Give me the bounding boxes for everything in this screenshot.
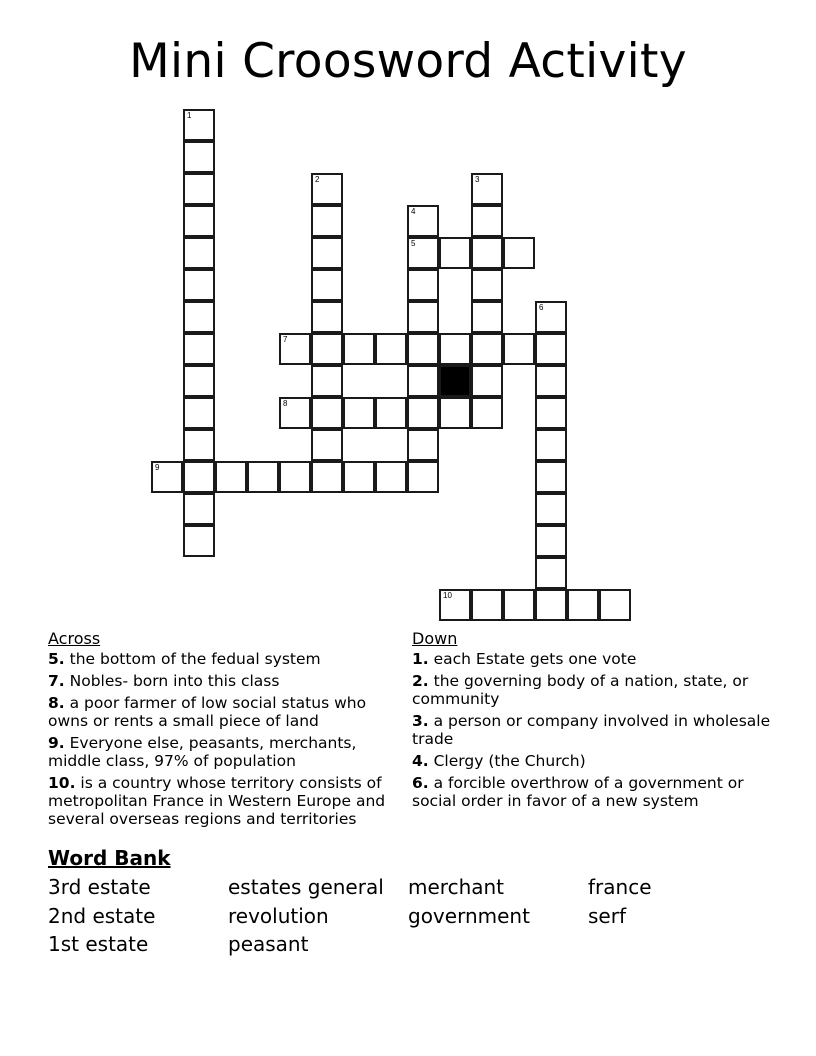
grid-cell[interactable]: [535, 557, 567, 589]
clue-text: the governing body of a nation, state, or community: [412, 672, 749, 708]
grid-cell[interactable]: [311, 269, 343, 301]
black-cell: [439, 365, 471, 397]
grid-cell[interactable]: [183, 237, 215, 269]
grid-cell[interactable]: [343, 461, 375, 493]
grid-cell[interactable]: [407, 301, 439, 333]
across-clue-7: [48, 672, 408, 690]
across-clue-10: [48, 774, 408, 828]
grid-cell[interactable]: [183, 205, 215, 237]
grid-cell[interactable]: [407, 237, 439, 269]
grid-cell[interactable]: [247, 461, 279, 493]
word-bank-item: government: [408, 904, 530, 928]
grid-cell[interactable]: [311, 173, 343, 205]
grid-cell[interactable]: [311, 397, 343, 429]
clue-number: 5.: [48, 650, 65, 668]
word-bank-item: 3rd estate: [48, 875, 151, 899]
grid-cell[interactable]: [375, 397, 407, 429]
grid-cell[interactable]: [343, 397, 375, 429]
clue-number: 2.: [412, 672, 429, 690]
clue-number: 9.: [48, 734, 65, 752]
clue-text: Nobles- born into this class: [64, 672, 280, 690]
clue-number: 7.: [48, 672, 65, 690]
clue-text: the bottom of the fedual system: [64, 650, 321, 668]
grid-cell[interactable]: [535, 493, 567, 525]
grid-cell[interactable]: [503, 237, 535, 269]
grid-cell[interactable]: [407, 429, 439, 461]
grid-cell[interactable]: [311, 365, 343, 397]
down-clue-6: [412, 774, 772, 810]
grid-cell[interactable]: [183, 397, 215, 429]
word-bank-heading: Word Bank: [48, 846, 171, 870]
grid-cell[interactable]: [183, 173, 215, 205]
word-bank-item: 2nd estate: [48, 904, 156, 928]
clue-number: 4.: [412, 752, 429, 770]
across-heading: Across: [48, 629, 101, 648]
down-clue-2: [412, 672, 772, 708]
grid-cell[interactable]: [535, 461, 567, 493]
across-clues: [48, 630, 408, 832]
grid-cell[interactable]: [471, 237, 503, 269]
grid-cell[interactable]: [183, 493, 215, 525]
grid-cell[interactable]: [407, 397, 439, 429]
grid-cell[interactable]: [183, 141, 215, 173]
grid-cell[interactable]: [439, 333, 471, 365]
page-title: Mini Croosword Activity: [129, 34, 687, 89]
down-clue-3: [412, 712, 772, 748]
grid-cell[interactable]: [471, 269, 503, 301]
grid-cell[interactable]: [407, 365, 439, 397]
word-bank-item: peasant: [228, 932, 309, 956]
clue-number-label: 10: [443, 591, 452, 600]
word-bank-item: 1st estate: [48, 932, 149, 956]
clue-text: a poor farmer of low social status who owns or rents a small piece of land: [48, 694, 367, 730]
grid-cell[interactable]: [183, 301, 215, 333]
clue-number: 8.: [48, 694, 65, 712]
word-bank-item: estates general: [228, 875, 384, 899]
grid-cell[interactable]: [503, 333, 535, 365]
down-heading: Down: [412, 629, 458, 648]
grid-cell[interactable]: [535, 589, 567, 621]
grid-cell[interactable]: [471, 173, 503, 205]
word-bank-item: france: [588, 875, 652, 899]
grid-cell[interactable]: [567, 589, 599, 621]
grid-cell[interactable]: [439, 397, 471, 429]
word-bank-item: revolution: [228, 904, 329, 928]
grid-cell[interactable]: [407, 333, 439, 365]
grid-cell[interactable]: [471, 397, 503, 429]
grid-cell[interactable]: [535, 429, 567, 461]
across-clue-9: [48, 734, 408, 770]
grid-cell[interactable]: [439, 589, 471, 621]
clue-number: 6.: [412, 774, 429, 792]
grid-cell[interactable]: [183, 429, 215, 461]
grid-cell[interactable]: [151, 461, 183, 493]
grid-cell[interactable]: [471, 589, 503, 621]
clue-number-label: 5: [411, 239, 416, 248]
grid-cell[interactable]: [375, 333, 407, 365]
clue-number: 10.: [48, 774, 76, 792]
grid-cell[interactable]: [311, 429, 343, 461]
clue-number-label: 2: [315, 175, 320, 184]
across-clue-8: [48, 694, 408, 730]
grid-cell[interactable]: [183, 461, 215, 493]
grid-cell[interactable]: [407, 461, 439, 493]
grid-cell[interactable]: [471, 365, 503, 397]
grid-cell[interactable]: [311, 461, 343, 493]
down-clue-4: [412, 752, 772, 770]
grid-cell[interactable]: [311, 237, 343, 269]
grid-cell[interactable]: [471, 205, 503, 237]
clue-number-label: 9: [155, 463, 160, 472]
grid-cell[interactable]: [279, 333, 311, 365]
clue-text: a person or company involved in wholesale trade: [412, 712, 771, 748]
clue-number-label: 7: [283, 335, 288, 344]
grid-cell[interactable]: [471, 333, 503, 365]
grid-cell[interactable]: [311, 333, 343, 365]
grid-cell[interactable]: [183, 525, 215, 557]
clue-text: is a country whose territory consists of metropolitan France in Western Europe and several overseas regions and territories: [48, 774, 386, 828]
grid-cell[interactable]: [279, 461, 311, 493]
clue-text: a forcible overthrow of a government or social order in favor of a new system: [412, 774, 744, 810]
grid-cell[interactable]: [503, 589, 535, 621]
grid-cell[interactable]: [183, 269, 215, 301]
clue-text: Everyone else, peasants, merchants, middle class, 97% of population: [48, 734, 357, 770]
word-bank-item: merchant: [408, 875, 505, 899]
grid-cell[interactable]: [599, 589, 631, 621]
clue-text: Clergy (the Church): [428, 752, 586, 770]
grid-cell[interactable]: [279, 397, 311, 429]
clue-number: 1.: [412, 650, 429, 668]
clue-number-label: 1: [187, 111, 192, 120]
grid-cell[interactable]: [439, 237, 471, 269]
grid-cell[interactable]: [535, 525, 567, 557]
grid-cell[interactable]: [183, 333, 215, 365]
grid-cell[interactable]: [311, 301, 343, 333]
grid-cell[interactable]: [535, 301, 567, 333]
down-clue-1: [412, 650, 772, 668]
grid-cell[interactable]: [183, 109, 215, 141]
grid-cell[interactable]: [471, 301, 503, 333]
clue-number-label: 8: [283, 399, 288, 408]
grid-cell[interactable]: [311, 205, 343, 237]
word-bank-item: serf: [588, 904, 626, 928]
grid-cell[interactable]: [535, 333, 567, 365]
grid-cell[interactable]: [375, 461, 407, 493]
grid-cell[interactable]: [535, 397, 567, 429]
clue-number-label: 4: [411, 207, 416, 216]
grid-cell[interactable]: [343, 333, 375, 365]
clue-number-label: 6: [539, 303, 544, 312]
down-clues: [412, 630, 772, 814]
clue-number: 3.: [412, 712, 429, 730]
grid-cell[interactable]: [535, 365, 567, 397]
clue-number-label: 3: [475, 175, 480, 184]
grid-cell[interactable]: [215, 461, 247, 493]
grid-cell[interactable]: [407, 205, 439, 237]
clue-text: each Estate gets one vote: [428, 650, 637, 668]
grid-cell[interactable]: [183, 365, 215, 397]
across-clue-5: [48, 650, 408, 668]
grid-cell[interactable]: [407, 269, 439, 301]
